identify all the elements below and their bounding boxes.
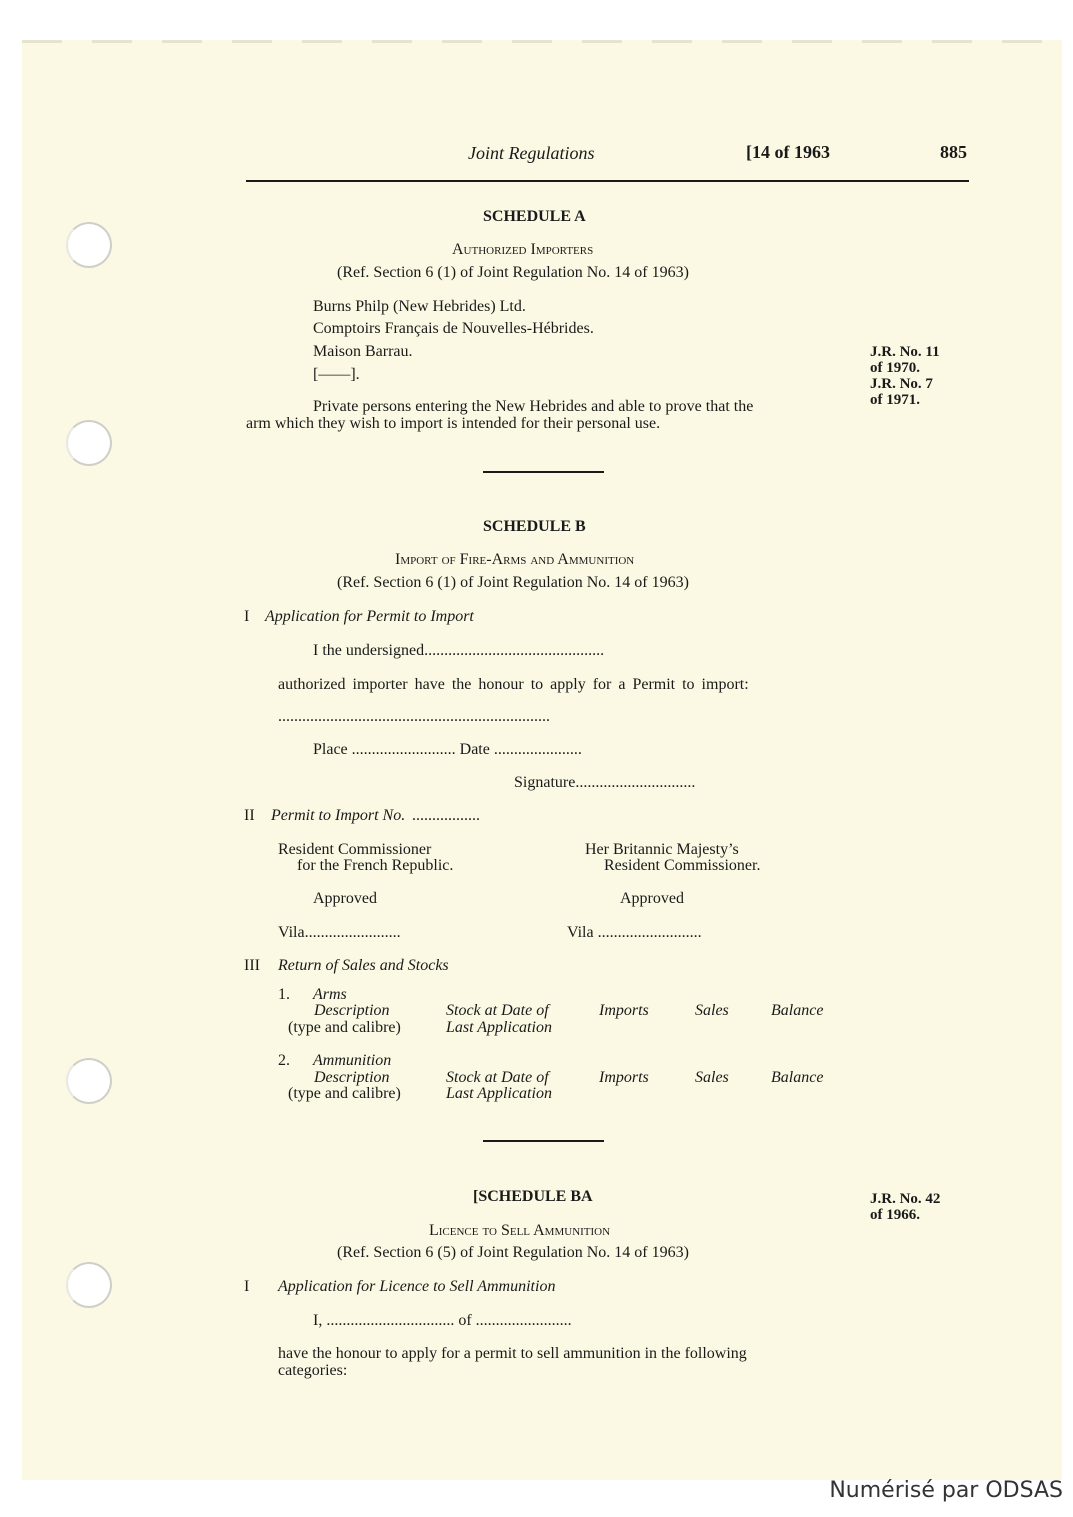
schedule-b-reference: (Ref. Section 6 (1) of Joint Regulation No. 14 of 1963): [337, 574, 689, 591]
binder-hole-2: [66, 420, 112, 466]
british-commissioner-label: Her Britannic Majesty’s: [585, 841, 739, 858]
column-header-stock: Stock at Date of: [446, 1069, 549, 1086]
column-header-balance: Balance: [771, 1002, 824, 1019]
undersigned-field: I the undersigned.............................................: [313, 642, 605, 659]
binder-hole-3: [66, 1058, 112, 1104]
column-header-stock: Last Application: [446, 1085, 552, 1102]
private-persons-text-line1: Private persons entering the New Hebrides and able to prove that the: [313, 398, 754, 415]
column-header-balance: Balance: [771, 1069, 824, 1086]
column-header-description: Description: [314, 1069, 390, 1086]
item-label: Arms: [313, 986, 347, 1003]
margin-note-amendment: J.R. No. 7: [870, 376, 933, 392]
column-header-description: Description: [314, 1002, 390, 1019]
part-title: Application for Licence to Sell Ammunition: [278, 1278, 556, 1295]
part-title: Permit to Import No.: [271, 807, 406, 824]
import-items-field: ....................................................................: [278, 708, 550, 725]
margin-note-amendment: of 1970.: [870, 360, 920, 376]
column-header-type-calibre: (type and calibre): [288, 1019, 401, 1036]
vila-field: Vila ..........................: [567, 924, 702, 941]
schedule-b-heading: SCHEDULE B: [483, 518, 586, 535]
approved-label: Approved: [620, 890, 684, 907]
part-number: I: [244, 608, 250, 625]
column-header-imports: Imports: [599, 1002, 649, 1019]
importer-item: Burns Philp (New Hebrides) Ltd.: [313, 298, 526, 315]
column-header-type-calibre: (type and calibre): [288, 1085, 401, 1102]
place-date-field: Place .......................... Date ......................: [313, 741, 582, 758]
schedule-b-subheading: Import of Fire-Arms and Ammunition: [395, 551, 635, 568]
margin-note-amendment: J.R. No. 11: [870, 344, 940, 360]
column-header-sales: Sales: [695, 1002, 729, 1019]
private-persons-text-line2: arm which they wish to import is intended for their personal use.: [246, 415, 661, 432]
french-commissioner-label: Resident Commissioner: [278, 841, 432, 858]
honour-text-line2: categories:: [278, 1362, 348, 1379]
page-number: 885: [940, 142, 967, 162]
part-number: III: [244, 957, 260, 974]
authorized-importer-text: authorized importer have the honour to apply for a Permit to import:: [278, 676, 749, 693]
part-title: Return of Sales and Stocks: [278, 957, 449, 974]
column-header-stock: Last Application: [446, 1019, 552, 1036]
part-number: I: [244, 1278, 250, 1295]
section-divider: [483, 1140, 604, 1142]
column-header-sales: Sales: [695, 1069, 729, 1086]
schedule-ba-heading: [SCHEDULE BA: [473, 1188, 593, 1205]
importer-item: [——].: [313, 366, 360, 383]
digitizer-credit: Numérisé par ODSAS: [829, 1478, 1063, 1503]
schedule-ba-subheading: Licence to Sell Ammunition: [429, 1222, 611, 1239]
header-rule: [246, 180, 969, 182]
binder-hole-1: [66, 222, 112, 268]
schedule-a-heading: SCHEDULE A: [483, 208, 586, 225]
page-edge-decoration: [22, 40, 1062, 43]
schedule-a-subheading: Authorized Importers: [452, 241, 594, 258]
schedule-ba-reference: (Ref. Section 6 (5) of Joint Regulation No. 14 of 1963): [337, 1244, 689, 1261]
part-number: II: [244, 807, 255, 824]
running-title: Joint Regulations: [468, 143, 595, 163]
part-title: Application for Permit to Import: [265, 608, 474, 625]
british-commissioner-label: Resident Commissioner.: [604, 857, 761, 874]
importer-item: Comptoirs Français de Nouvelles-Hébrides.: [313, 320, 594, 337]
regulation-reference: [14 of 1963: [746, 142, 830, 162]
item-number: 1.: [278, 986, 290, 1003]
honour-text-line1: have the honour to apply for a permit to sell ammunition in the following: [278, 1345, 747, 1362]
item-number: 2.: [278, 1052, 290, 1069]
column-header-stock: Stock at Date of: [446, 1002, 549, 1019]
applicant-name-field: I, ................................ of ........................: [313, 1312, 572, 1329]
binder-hole-4: [66, 1262, 112, 1308]
column-header-imports: Imports: [599, 1069, 649, 1086]
french-commissioner-label: for the French Republic.: [297, 857, 454, 874]
margin-note-amendment: J.R. No. 42: [870, 1191, 941, 1207]
margin-note-amendment: of 1971.: [870, 392, 920, 408]
margin-note-amendment: of 1966.: [870, 1207, 920, 1223]
item-label: Ammunition: [313, 1052, 392, 1069]
schedule-a-reference: (Ref. Section 6 (1) of Joint Regulation No. 14 of 1963): [337, 264, 689, 281]
approved-label: Approved: [313, 890, 377, 907]
signature-field: Signature..............................: [514, 774, 696, 791]
permit-number-field: .................: [412, 807, 480, 824]
importer-item: Maison Barrau.: [313, 343, 413, 360]
section-divider: [483, 471, 604, 473]
vila-field: Vila........................: [278, 924, 401, 941]
